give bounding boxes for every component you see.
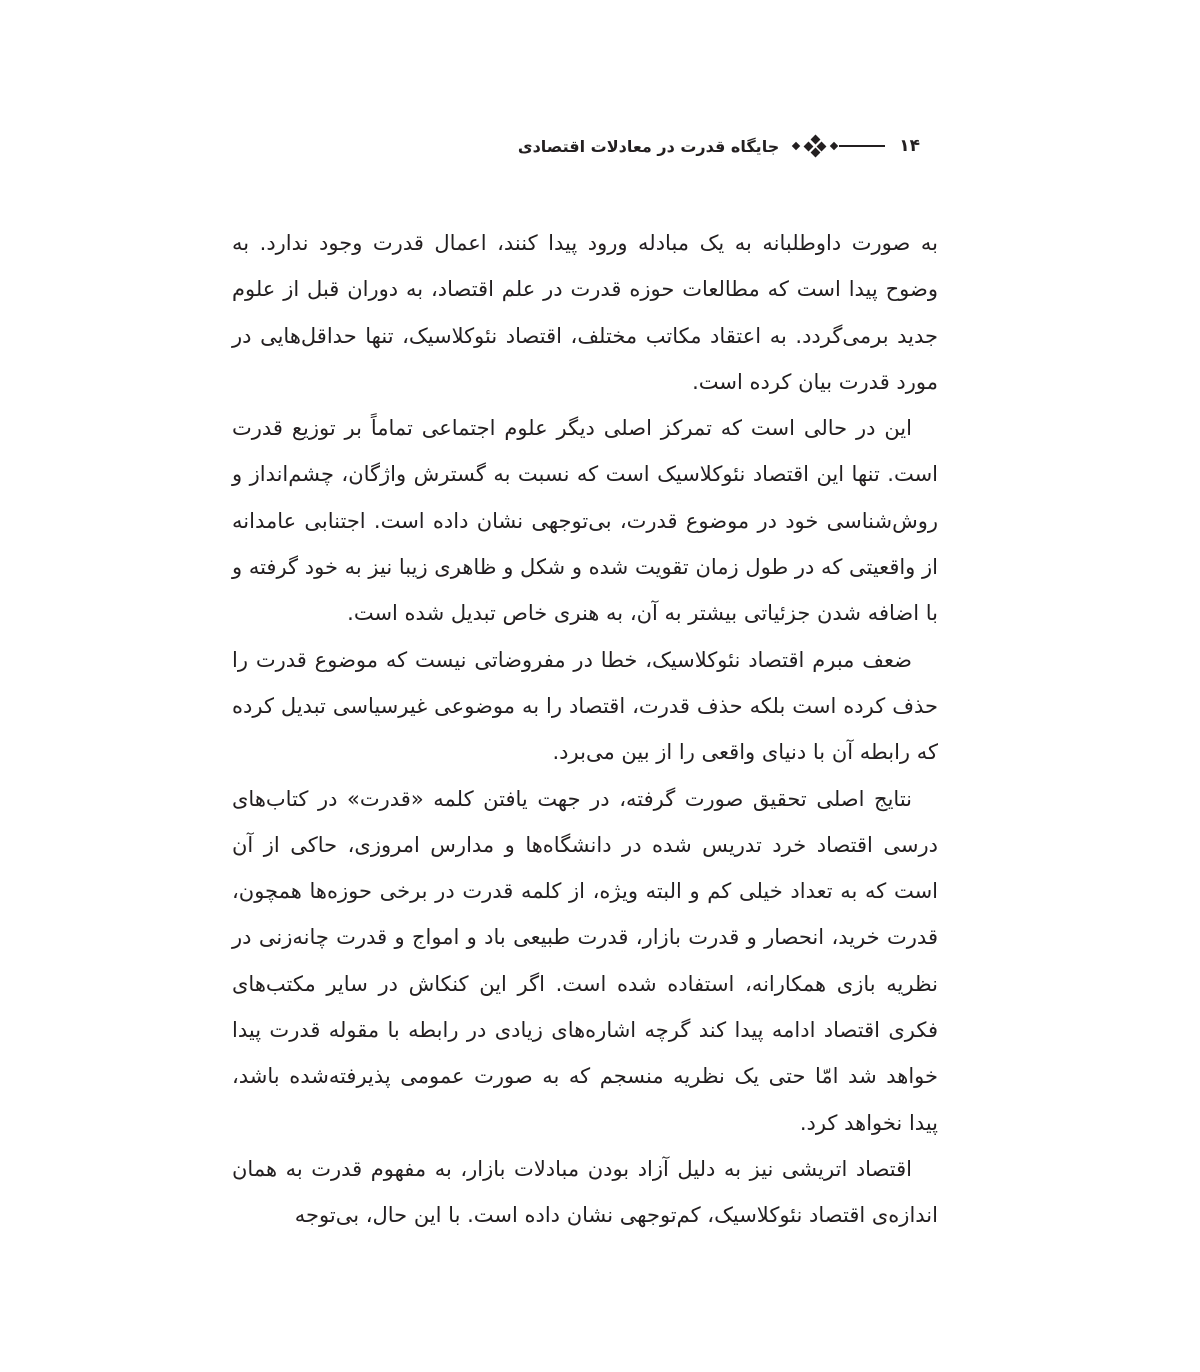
running-title: جایگاه قدرت در معادلات اقتصادی — [517, 136, 780, 156]
paragraph-1: به صورت داوطلبانه به یک مبادله ورود پیدا کنند، اعمال قدرت وجود ندارد. به وضوح پیدا است که مطالعات حوزه قدرت در علم اقتصاد، به دوران قبل از علوم جدید برمی‌گردد. به اعتقاد مکاتب مختلف، اقتصاد نئوکلاسیک، تنها حداقل‌هایی در مورد قدرت بیان کرده است. — [232, 231, 938, 394]
paragraph-3: ضعف مبرم اقتصاد نئوکلاسیک، خطا در مفروضاتی نیست که موضوع قدرت را حذف کرده است بلکه حذف قدرت، اقتصاد را به موضوعی غیرسیاسی تبدیل کرده که رابطه آن با دنیای واقعی را از بین می‌برد. — [232, 647, 938, 765]
running-header — [517, 132, 920, 160]
paragraph-5: اقتصاد اتریشی نیز به دلیل آزاد بودن مبادلات بازار، به مفهوم قدرت به همان اندازه‌ی اقتصاد نئوکلاسیک، کم‌توجهی نشان داده است. با این حال، بی‌توجه — [232, 1156, 938, 1228]
page-number: ۱۴ — [899, 136, 920, 156]
body-text — [232, 220, 938, 1239]
paragraph-2: این در حالی است که تمرکز اصلی دیگر علوم اجتماعی تماماً بر توزیع قدرت است. تنها این اقتصاد نئوکلاسیک است که نسبت به گسترش واژگان، چشم‌انداز و روش‌شناسی خود در موضوع قدرت، بی‌توجهی نشان داده است. اجتنابی عامدانه از واقعیتی که در طول زمان تقویت شده و شکل و ظاهری زیبا نیز به خود گرفته و با اضافه شدن جزئیاتی بیشتر به آن، به هنری خاص تبدیل شده است. — [232, 416, 938, 626]
ornament-icon — [791, 135, 885, 157]
paragraph-4: نتایج اصلی تحقیق صورت گرفته، در جهت یافتن کلمه «قدرت» در کتاب‌های درسی اقتصاد خرد تدریس شده در دانشگاه‌ها و مدارس امروزی، حاکی از آن است که به تعداد خیلی کم و البته ویژه، از کلمه قدرت در برخی حوزه‌ها همچون، قدرت خرید، انحصار و قدرت بازار، قدرت طبیعی باد و امواج و قدرت چانه‌زنی در نظریه بازی همکارانه، استفاده شده است. اگر این کنکاش در سایر مکتب‌های فکری اقتصاد ادامه پیدا کند گرچه اشاره‌های زیادی در رابطه با مقوله قدرت پیدا خواهد شد امّا حتی یک نظریه منسجم که به صورت عمومی پذیرفته‌شده باشد، پیدا نخواهد کرد. — [232, 786, 938, 1135]
